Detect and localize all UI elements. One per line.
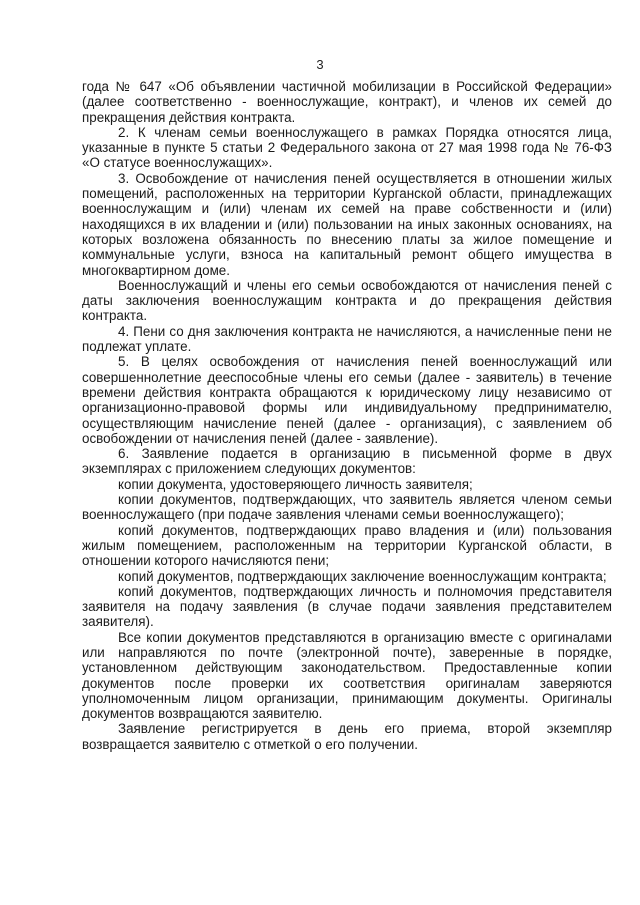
document-list-item-representative: копий документов, подтверждающих личность и полномочия представителя заявителя на подачу заявления (в случае подачи заявления представителем заявителя). xyxy=(82,583,612,630)
paragraph-item-6: 6. Заявление подается в организацию в письменной форме в двух экземплярах с приложением следующих документов: xyxy=(82,446,612,477)
paragraph-registration: Заявление регистрируется в день его приема, второй экземпляр возвращается заявителю с отметкой о его получении. xyxy=(82,721,612,752)
document-body xyxy=(82,79,612,752)
paragraph-item-2: 2. К членам семьи военнослужащего в рамках Порядка относятся лица, указанные в пункте 5 статьи 2 Федерального закона от 27 мая 1998 года № 76-ФЗ «О статусе военнослужащих». xyxy=(82,124,612,171)
page-number: 3 xyxy=(316,57,324,72)
document-list-item-family: копии документов, подтверждающих, что заявитель является членом семьи военнослужащего (при подаче заявления членами семьи военнослужащего); xyxy=(82,492,612,523)
paragraph-exemption-period: Военнослужащий и члены его семьи освобождаются от начисления пеней с даты заключения военнослужащим контракта и до прекращения действия контракта. xyxy=(82,277,612,324)
paragraph-copies: Все копии документов представляются в организацию вместе с оригиналами или направляются по почте (электронной почте), заверенные в порядке, установленном действующим законодательством. Предоставленные копии документов после проверки их соответствия оригиналам заверяются уполномоченным лицом организации, принимающим документы. Оригиналы документов возвращаются заявителю. xyxy=(82,629,612,722)
paragraph-item-3: 3. Освобождение от начисления пеней осуществляется в отношении жилых помещений, расположенных на территории Курганской области, принадлежащих военнослужащим и (или) членам их семей на праве собственности и (или) находящихся в их владении и (или) пользовании на иных законных основаниях, на которых возложена обязанность по внесению платы за жилое помещение и коммунальные услуги, взноса на капитальный ремонт общего имущества в многоквартирном доме. xyxy=(82,170,612,278)
paragraph-continuation: года № 647 «Об объявлении частичной мобилизации в Российской Федерации» (далее соответственно - военнослужащие, контракт), и членов их семей до прекращения действия контракта. xyxy=(82,79,612,125)
paragraph-item-5: 5. В целях освобождения от начисления пеней военнослужащий или совершеннолетние дееспособные члены его семьи (далее - заявитель) в течение времени действия контракта обращаются к юридическому лицу независимо от организационно-правовой формы или индивидуальному предпринимателю, осуществляющим начисление пеней (далее - организация), с заявлением об освобождении от начисления пеней (далее - заявление). xyxy=(82,354,612,446)
paragraph-item-4: 4. Пени со дня заключения контракта не начисляются, а начисленные пени не подлежат уплате. xyxy=(82,323,612,355)
document-list-item-identity: копии документа, удостоверяющего личность заявителя; xyxy=(118,476,473,492)
document-list-item-housing: копий документов, подтверждающих право владения и (или) пользования жилым помещением, расположенным на территории Курганской области, в отношении которого начисляются пени; xyxy=(82,522,612,569)
document-list-item-contract: копий документов, подтверждающих заключение военнослужащим контракта; xyxy=(118,568,607,584)
